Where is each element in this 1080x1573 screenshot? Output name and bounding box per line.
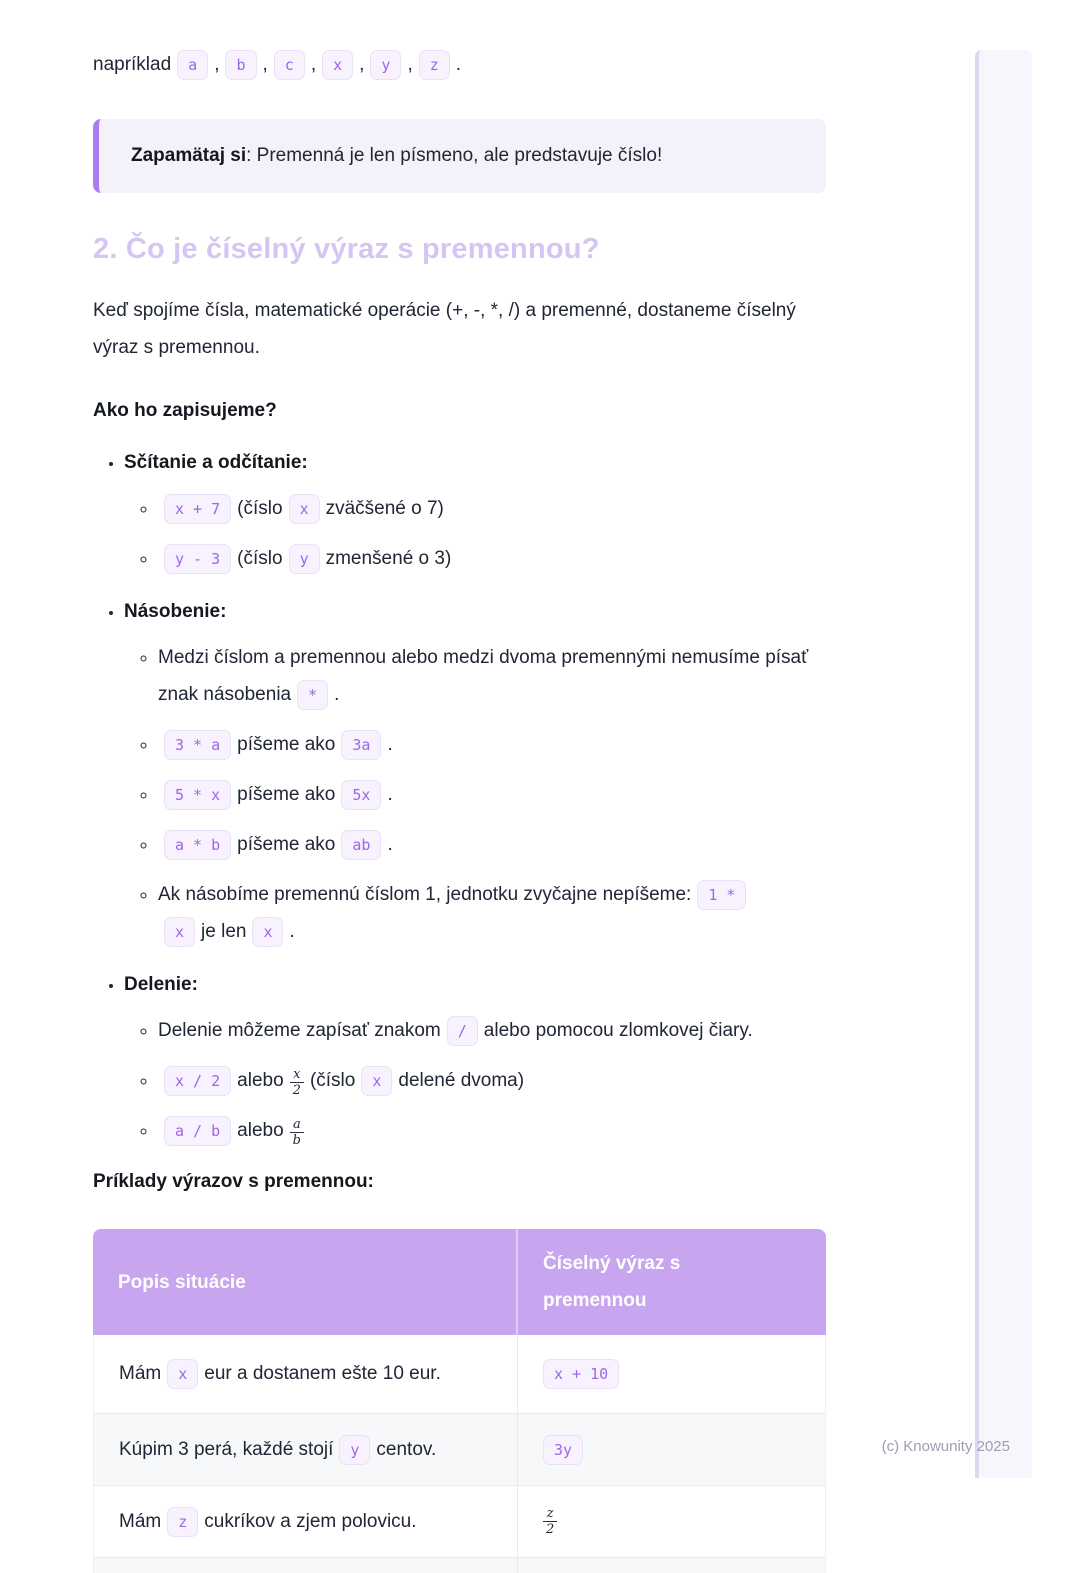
expression-cell	[518, 1414, 826, 1486]
list-item-multiplication	[124, 597, 826, 950]
section-heading: 2. Čo je číselný výraz s premennou?	[93, 233, 600, 265]
examples-table	[93, 1229, 826, 1573]
variable-chip: y	[370, 50, 401, 80]
situation-cell: Mám z cukríkov a zjem polovicu.	[93, 1486, 518, 1558]
header-cell-situation: Popis situácie	[93, 1229, 518, 1335]
code-chip: 5 * x	[164, 780, 231, 810]
division-example: ◦ x / 2 alebo $\frac{x}{2}$ (číslo x delené dvoma)	[158, 1062, 826, 1099]
division-sublist	[124, 1012, 826, 1149]
variable-chip: z	[167, 1507, 198, 1537]
variable-chip: a	[177, 50, 208, 80]
division-note: ◦ Delenie môžeme zapísať znakom / alebo pomocou zlomkovej čiary.	[158, 1012, 826, 1049]
code-chip: a * b	[164, 830, 231, 860]
table-row-clipped	[93, 1558, 826, 1573]
code-chip: 1 *	[697, 880, 746, 910]
code-chip: 5x	[341, 780, 381, 810]
multiplication-note: ◦ Medzi číslom a premennou alebo medzi dvoma premennými nemusíme písať znak násobenia * .	[158, 639, 826, 713]
code-chip: x + 10	[543, 1359, 619, 1389]
list-item-addition	[124, 448, 826, 577]
multiplication-sublist	[124, 639, 826, 950]
variable-chip: x	[252, 917, 283, 947]
addition-example: ◦ x + 7 (číslo x zväčšené o 7)	[158, 490, 826, 527]
code-chip: ab	[341, 830, 381, 860]
subheading-how-to-write: Ako ho zapisujeme?	[93, 400, 277, 421]
separator: ,	[262, 54, 268, 75]
separator: ,	[359, 54, 365, 75]
expression-cell	[518, 1486, 826, 1558]
remember-callout	[93, 119, 826, 193]
division-example: ◦ a / b alebo $\frac{a}{b}$	[158, 1112, 826, 1149]
variable-chip: x	[167, 1359, 198, 1389]
variable-chip: x	[289, 494, 320, 524]
table-row	[93, 1486, 826, 1558]
separator: ,	[214, 54, 220, 75]
header-cell-expression: Číselný výraz s premennou	[518, 1229, 826, 1335]
fraction: $\frac{z}{2}$	[543, 1506, 557, 1537]
expression-cell	[518, 1335, 826, 1414]
multiplication-example: ◦ 5 * x píšeme ako 5x .	[158, 776, 826, 813]
multiplication-example: ◦ 3 * a píšeme ako 3a .	[158, 726, 826, 763]
code-chip: x	[164, 917, 195, 947]
intro-prefix: napríklad	[93, 54, 172, 75]
fraction: $\frac{a}{b}$	[290, 1117, 304, 1148]
situation-cell: Mám x eur a dostanem ešte 10 eur.	[93, 1335, 518, 1414]
code-chip: 3y	[543, 1435, 583, 1465]
table-row	[93, 1335, 826, 1414]
table-row	[93, 1414, 826, 1486]
code-chip: 3a	[341, 730, 381, 760]
callout-text: Zapamätaj si: Premenná je len písmeno, ale predstavuje číslo!	[131, 145, 663, 166]
situation-cell: Kúpim 3 perá, každé stojí y centov.	[93, 1414, 518, 1486]
separator: ,	[407, 54, 413, 75]
separator: ,	[310, 54, 317, 75]
code-chip: x + 7	[164, 494, 231, 524]
fraction: $\frac{x}{2}$	[290, 1067, 304, 1098]
table-header-row	[93, 1229, 826, 1335]
multiplication-example: ◦ a * b píšeme ako ab .	[158, 826, 826, 863]
addition-example: ◦ y - 3 (číslo y zmenšené o 3)	[158, 540, 826, 577]
addition-sublist	[124, 490, 826, 577]
variable-chip: b	[225, 50, 256, 80]
rules-list	[93, 448, 826, 1149]
section-paragraph: Keď spojíme čísla, matematické operácie (+, -, *, /) a premenné, dostaneme číselný výraz s premennou.	[93, 300, 796, 358]
code-chip: /	[447, 1016, 478, 1046]
copyright-text: (c) Knowunity 2025	[881, 1438, 1010, 1455]
examples-title: Príklady výrazov s premennou:	[93, 1171, 374, 1192]
variable-chip: z	[419, 50, 450, 80]
terminator: .	[455, 54, 462, 75]
variable-chip: x	[361, 1066, 392, 1096]
variable-chip: x	[322, 50, 353, 80]
code-chip: y - 3	[164, 544, 231, 574]
variable-chip: y	[339, 1435, 370, 1465]
code-chip: a / b	[164, 1116, 231, 1146]
addition-title: • Sčítanie a odčítanie:	[124, 452, 308, 473]
division-title: • Delenie:	[124, 974, 198, 995]
code-chip: x / 2	[164, 1066, 231, 1096]
variable-chip: y	[289, 544, 320, 574]
intro-line	[93, 48, 826, 82]
multiplication-title: • Násobenie:	[124, 601, 227, 622]
code-chip: *	[297, 680, 328, 710]
list-item-division	[124, 970, 826, 1149]
variable-chip: c	[274, 50, 305, 80]
callout-label: Zapamätaj si	[131, 145, 247, 166]
code-chip: 3 * a	[164, 730, 231, 760]
multiplication-one-rule: ◦ Ak násobíme premennú číslom 1, jednotku zvyčajne nepíšeme: 1 * x je len x .	[158, 876, 826, 950]
